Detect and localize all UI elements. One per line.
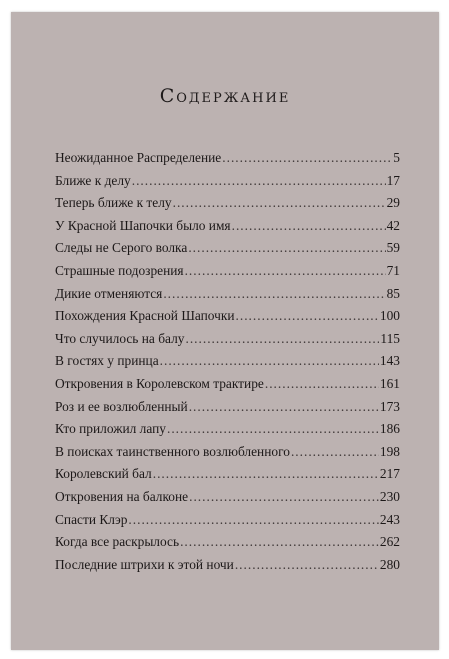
book-page [11,12,439,650]
toc-entry-title: Неожиданное Распределение [55,150,222,165]
dot-leader [163,286,385,302]
dot-leader [185,331,379,347]
toc-entry [55,421,400,444]
toc-entry-title: Кто приложил лапу [55,421,166,437]
toc-entry-page: 161 [379,375,400,391]
dot-leader [173,195,386,211]
toc-entry [55,534,400,557]
toc-entry-page: 29 [386,195,400,211]
toc-entry [55,376,400,399]
toc-entry-title: Спасти Клэр [55,511,128,527]
toc-entry-title: В гостях у принца [55,353,159,369]
page-title: Содержание [159,85,291,107]
toc-entry-page: 59 [386,240,400,256]
dot-leader [232,218,386,234]
toc-entry-page: 42 [386,217,400,233]
toc-entry [55,286,400,309]
toc-entry-page: 186 [379,421,400,437]
toc-entry-page: 198 [379,443,400,459]
toc-entry-page: 85 [386,285,400,301]
toc-entry-title: Следы не Серого волка [55,240,188,256]
toc-entry-title: Когда все раскрылось [55,534,180,550]
toc-entry [55,218,400,241]
toc-entry-page: 100 [379,308,400,324]
toc-entry [55,150,400,173]
toc-entry-title: Похождения Красной Шапочки [55,308,235,324]
dot-leader [153,466,379,482]
toc-entry [55,308,400,331]
toc-entry-page: 217 [379,466,400,482]
toc-entry-title: В поисках таинственного возлюбленного [55,443,290,459]
toc-entry [55,173,400,196]
toc-entry-page: 115 [380,330,400,346]
table-of-contents [55,150,400,579]
toc-entry-title: Откровения в Королевском трактире [55,375,264,391]
toc-entry [55,489,400,512]
dot-leader [167,421,379,437]
dot-leader [222,150,392,166]
toc-entry [55,331,400,354]
toc-entry-title: Роз и ее возлюбленный [55,398,188,414]
toc-entry-title: Откровения на балконе [55,488,189,504]
dot-leader [235,557,379,573]
toc-entry-page: 5 [393,150,400,165]
toc-entry-page: 230 [379,488,400,504]
dot-leader [132,173,386,189]
toc-entry [55,466,400,489]
toc-entry [55,444,400,467]
toc-entry-page: 262 [379,534,400,550]
toc-entry-page: 17 [386,172,400,188]
toc-entry [55,353,400,376]
toc-entry-page: 143 [379,353,400,369]
toc-entry [55,512,400,535]
dot-leader [189,399,379,415]
toc-entry-title: Последние штрихи к этой ночи [55,556,234,572]
dot-leader [188,240,385,256]
toc-entry-title: Теперь ближе к телу [55,195,172,211]
toc-entry [55,240,400,263]
toc-entry [55,195,400,218]
toc-entry-title: Страшные подозрения [55,262,184,278]
toc-entry-page: 173 [379,398,400,414]
dot-leader [128,512,379,528]
toc-entry-page: 71 [386,262,400,278]
dot-leader [185,263,386,279]
dot-leader [189,489,379,505]
toc-entry-title: Что случилось на балу [55,330,185,346]
dot-leader [265,376,379,392]
toc-entry [55,557,400,580]
toc-entry-title: У Красной Шапочки было имя [55,217,231,233]
toc-entry-page: 280 [379,556,400,572]
toc-entry-title: Ближе к делу [55,172,131,188]
toc-entry [55,263,400,286]
toc-entry-title: Дикие отменяются [55,285,163,301]
dot-leader [236,308,379,324]
dot-leader [180,534,379,550]
toc-entry-page: 243 [379,511,400,527]
toc-entry [55,399,400,422]
dot-leader [160,353,379,369]
dot-leader [291,444,379,460]
toc-entry-title: Королевский бал [55,466,152,482]
